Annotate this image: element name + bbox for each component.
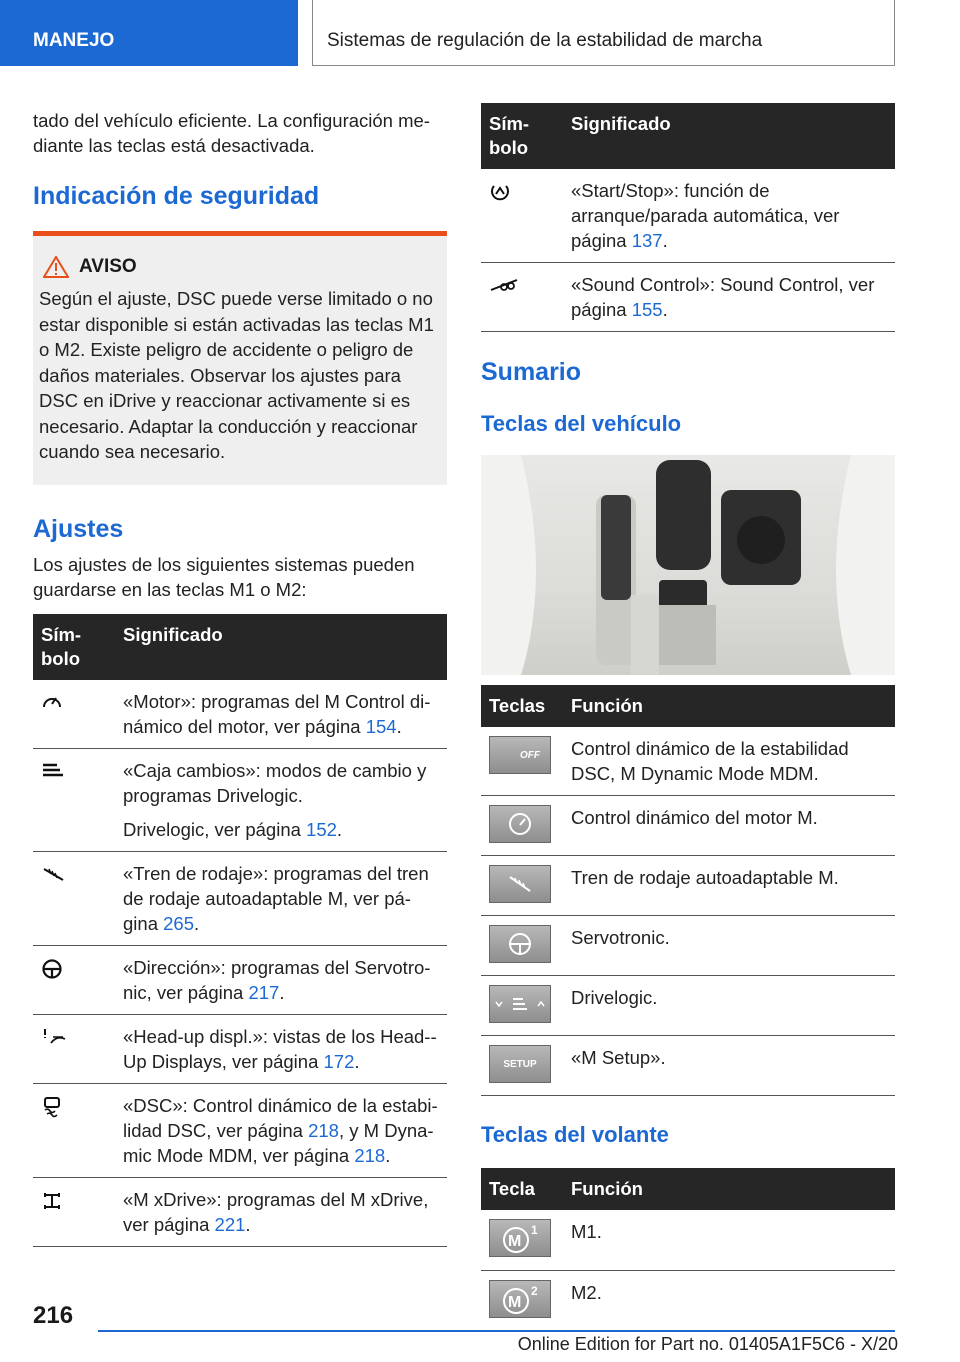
suspension-icon bbox=[505, 872, 535, 896]
table-row: «Dirección»: programas del Servotro-nic, ver página 217. bbox=[33, 945, 447, 1014]
table-row: «DSC»: Control dinámico de la estabi-lidad DSC, ver página 218, y M Dyna-mic Mode MDM, ver página 218. bbox=[33, 1083, 447, 1177]
col-function: Función bbox=[563, 685, 895, 727]
gearbox-icon bbox=[41, 761, 65, 781]
table-row: «Tren de rodaje»: programas del tren de rodaje autoadaptable M, ver pá-gina 265. bbox=[33, 851, 447, 945]
page-link[interactable]: 155 bbox=[631, 299, 663, 320]
col-symbol: Sím-bolo bbox=[33, 614, 115, 680]
settings-table bbox=[33, 614, 447, 1247]
page-link[interactable]: 154 bbox=[365, 715, 397, 737]
engine-key bbox=[489, 805, 551, 843]
col-meaning: Significado bbox=[115, 614, 447, 680]
left-column bbox=[33, 100, 447, 1247]
servotronic-key bbox=[489, 925, 551, 963]
table-row: M 1 M1. bbox=[481, 1210, 895, 1270]
page-link[interactable]: 152 bbox=[306, 818, 337, 840]
page-link[interactable]: 221 bbox=[214, 1213, 246, 1235]
footer-divider bbox=[98, 1330, 895, 1332]
drivelogic-key bbox=[489, 985, 551, 1023]
col-symbol: Sím-bolo bbox=[481, 103, 563, 169]
wheel-keys-table bbox=[481, 1168, 895, 1331]
table-row: OFF Control dinámico de la estabilidad DSC, M Dynamic Mode MDM. bbox=[481, 727, 895, 796]
dsc-icon bbox=[41, 1096, 63, 1118]
svg-text:2: 2 bbox=[531, 1283, 538, 1298]
steering-wheel-icon bbox=[507, 931, 533, 957]
page-link[interactable]: 172 bbox=[323, 1050, 355, 1072]
setup-key: SETUP bbox=[489, 1045, 551, 1083]
warning-box bbox=[33, 231, 447, 485]
page-header bbox=[0, 0, 960, 66]
m1-icon bbox=[496, 1222, 544, 1254]
chapter-title: Sistemas de regulación de la estabilidad de marcha bbox=[312, 0, 895, 66]
table-row: «Caja cambios»: modos de cambio y programas Drivelogic. Drivelogic, ver página 152. bbox=[33, 748, 447, 851]
suspension-key bbox=[489, 865, 551, 903]
safety-heading: Indicación de seguridad bbox=[33, 182, 320, 210]
page-link[interactable]: 218 bbox=[308, 1119, 339, 1141]
page-link[interactable]: 137 bbox=[631, 230, 663, 251]
table-row: «M xDrive»: programas del M xDrive, ver página 221. bbox=[33, 1177, 447, 1246]
col-key: Tecla bbox=[481, 1168, 563, 1210]
sound-control-icon bbox=[489, 276, 519, 294]
suspension-icon bbox=[41, 865, 67, 883]
engine-gauge-icon bbox=[506, 810, 534, 838]
xdrive-icon bbox=[41, 1190, 63, 1212]
svg-text:M: M bbox=[508, 1233, 522, 1250]
wheel-keys-heading: Teclas del volante bbox=[481, 1122, 669, 1147]
center-console-photo bbox=[481, 455, 895, 675]
start-stop-icon bbox=[489, 181, 511, 203]
page-link[interactable]: 218 bbox=[354, 1144, 386, 1166]
table-row: M 2 M2. bbox=[481, 1270, 895, 1330]
page-link[interactable]: 265 bbox=[163, 912, 194, 934]
svg-text:1: 1 bbox=[531, 1223, 538, 1237]
right-column bbox=[481, 103, 895, 1331]
table-row: «Head-up displ.»: vistas de los Head--Up Displays, ver página 172. bbox=[33, 1014, 447, 1083]
page-number: 216 bbox=[33, 1302, 74, 1329]
warning-triangle-icon bbox=[43, 256, 69, 278]
table-row: «Sound Control»: Sound Control, ver página 155. bbox=[481, 263, 895, 332]
table-row: Control dinámico del motor M. bbox=[481, 796, 895, 856]
dsc-off-key: OFF bbox=[489, 736, 551, 774]
head-up-display-icon bbox=[41, 1027, 69, 1047]
m1-key bbox=[489, 1219, 551, 1257]
col-function: Función bbox=[563, 1168, 895, 1210]
symbol-table-continued bbox=[481, 103, 895, 332]
warning-title bbox=[43, 256, 439, 278]
section-tab: MANEJO bbox=[0, 0, 298, 66]
settings-heading: Ajustes bbox=[33, 514, 124, 543]
vehicle-keys-heading: Teclas del vehículo bbox=[481, 411, 682, 436]
table-row: SETUP «M Setup». bbox=[481, 1036, 895, 1096]
steering-wheel-icon bbox=[41, 958, 63, 980]
engine-gauge-icon bbox=[41, 692, 63, 712]
svg-text:M: M bbox=[508, 1293, 522, 1311]
warning-label: AVISO bbox=[79, 256, 137, 277]
settings-intro: Los ajustes de los siguientes sistemas pueden guardarse en las teclas M1 o M2: bbox=[33, 553, 415, 600]
vehicle-keys-table bbox=[481, 685, 895, 1096]
console-illustration bbox=[481, 455, 895, 675]
col-meaning: Significado bbox=[563, 103, 895, 169]
table-row: Drivelogic. bbox=[481, 976, 895, 1036]
table-row: «Motor»: programas del M Control di-námico del motor, ver página 154. bbox=[33, 680, 447, 749]
gearbox-icon bbox=[493, 994, 547, 1014]
edition-text: Online Edition for Part no. 01405A1F5C6 - X/20 bbox=[517, 1334, 898, 1354]
m2-icon bbox=[496, 1283, 544, 1315]
summary-heading: Sumario bbox=[481, 358, 582, 386]
warning-text: Según el ajuste, DSC puede verse limitado o no estar disponible si están activadas las teclas M1 o M2. Existe peligro de accidente o peligro de daños materiales. Observar los ajustes para DSC en iDrive y reaccionar activamente si es necesario. Adaptar la conducción y reaccionar cuando sea necesario. bbox=[39, 288, 434, 462]
intro-paragraph: tado del vehículo eficiente. La configuración me-diante las teclas está desactivada. bbox=[33, 110, 430, 156]
col-keys: Teclas bbox=[481, 685, 563, 727]
page-link[interactable]: 217 bbox=[248, 981, 280, 1003]
table-row: Tren de rodaje autoadaptable M. bbox=[481, 856, 895, 916]
table-row: «Start/Stop»: función de arranque/parada automática, ver página 137. bbox=[481, 169, 895, 263]
table-row: Servotronic. bbox=[481, 916, 895, 976]
m2-key bbox=[489, 1280, 551, 1318]
